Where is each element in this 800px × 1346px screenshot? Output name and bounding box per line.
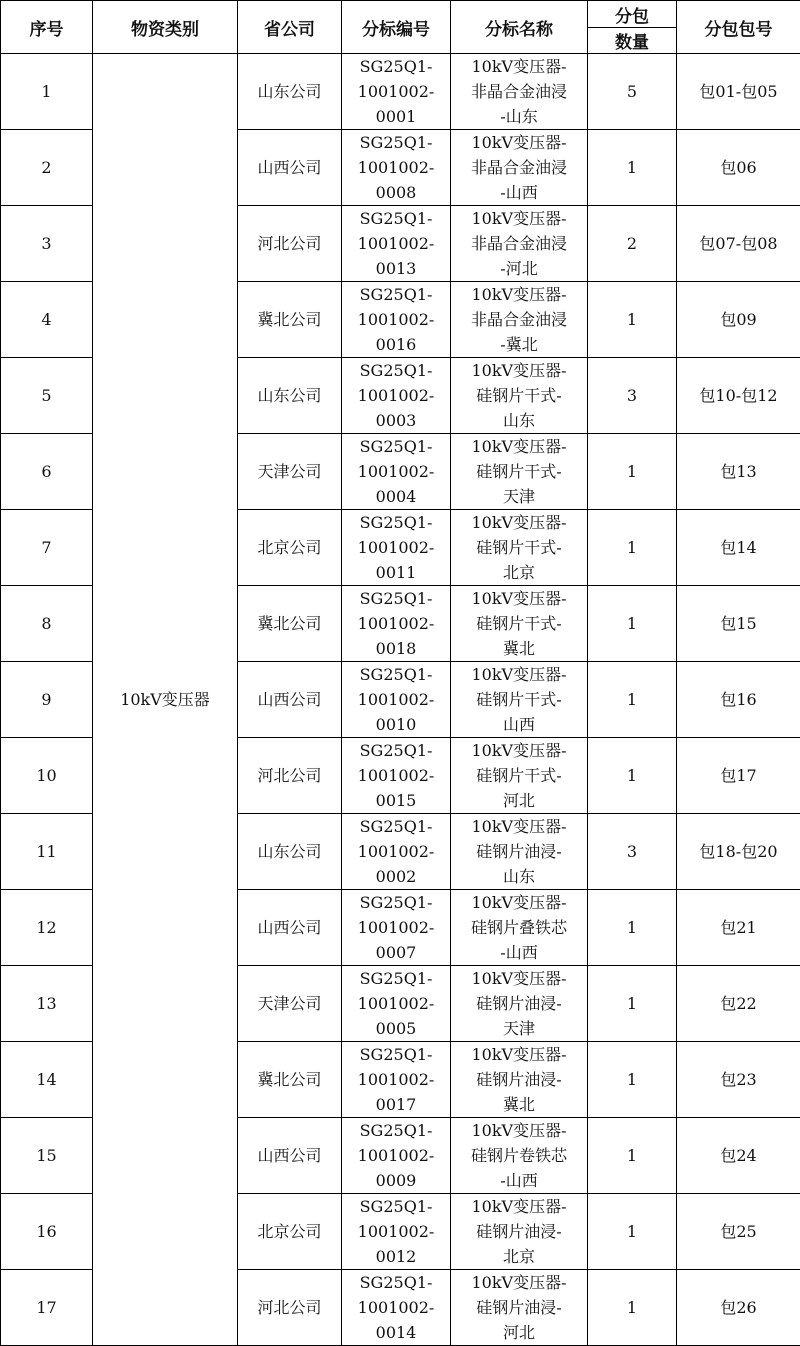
bid-name-line: -河北: [451, 256, 587, 281]
bid-name-line: 硅钢片干式-: [451, 535, 587, 560]
cell-bid-name: [451, 434, 588, 510]
bid-name-line: -山西: [451, 1168, 587, 1193]
cell-bid-code: [342, 890, 451, 966]
bid-code-line: SG25Q1-: [342, 1270, 450, 1295]
cell-bid-name: [451, 358, 588, 434]
bid-name-line: 山东: [451, 408, 587, 433]
bid-name-line: 河北: [451, 1320, 587, 1345]
cell-bid-code: [342, 1194, 451, 1270]
bid-name-line: 河北: [451, 788, 587, 813]
bid-name-line: 10kV变压器-: [451, 1118, 587, 1143]
cell-package-number: 包06: [677, 130, 800, 206]
bid-code-line: 0008: [342, 180, 450, 205]
cell-province: 山东公司: [238, 358, 342, 434]
bid-code-line: 0010: [342, 712, 450, 737]
bid-name-line: 10kV变压器-: [451, 1270, 587, 1295]
cell-seq: 8: [1, 586, 93, 662]
cell-bid-name: [451, 966, 588, 1042]
bid-code-line: SG25Q1-: [342, 510, 450, 535]
cell-province: 河北公司: [238, 206, 342, 282]
bid-name-line: 10kV变压器-: [451, 1194, 587, 1219]
bid-code-line: SG25Q1-: [342, 662, 450, 687]
cell-package-count: 2: [588, 206, 677, 282]
cell-package-count: 1: [588, 586, 677, 662]
bid-name-line: 10kV变压器-: [451, 1042, 587, 1067]
cell-bid-name: [451, 510, 588, 586]
bid-code-line: 1001002-: [342, 307, 450, 332]
cell-bid-name: [451, 814, 588, 890]
cell-province: 冀北公司: [238, 1042, 342, 1118]
cell-province: 北京公司: [238, 1194, 342, 1270]
bid-code-line: 0002: [342, 864, 450, 889]
cell-seq: 1: [1, 54, 93, 130]
cell-category: 10kV变压器: [93, 54, 238, 1346]
header-category: 物资类别: [93, 1, 238, 54]
cell-seq: 15: [1, 1118, 93, 1194]
bid-name-line: 硅钢片油浸-: [451, 1067, 587, 1092]
cell-package-number: 包23: [677, 1042, 800, 1118]
bid-code-line: 0014: [342, 1320, 450, 1345]
cell-package-number: 包13: [677, 434, 800, 510]
bid-code-line: 1001002-: [342, 687, 450, 712]
bid-name-line: 10kV变压器-: [451, 510, 587, 535]
cell-package-count: 1: [588, 130, 677, 206]
cell-package-count: 5: [588, 54, 677, 130]
bid-code-line: 0013: [342, 256, 450, 281]
bid-name-line: 非晶合金油浸: [451, 307, 587, 332]
bid-name-line: 10kV变压器-: [451, 738, 587, 763]
bid-code-line: 1001002-: [342, 1295, 450, 1320]
bid-name-line: 硅钢片油浸-: [451, 991, 587, 1016]
cell-bid-name: [451, 130, 588, 206]
cell-seq: 16: [1, 1194, 93, 1270]
cell-bid-code: [342, 1042, 451, 1118]
bid-name-line: 天津: [451, 484, 587, 509]
bid-code-line: 1001002-: [342, 155, 450, 180]
bid-name-line: 硅钢片油浸-: [451, 839, 587, 864]
bid-code-line: 0017: [342, 1092, 450, 1117]
bid-name-line: 北京: [451, 1244, 587, 1269]
bid-name-line: 硅钢片油浸-: [451, 1219, 587, 1244]
bid-code-line: SG25Q1-: [342, 206, 450, 231]
bid-code-line: 1001002-: [342, 763, 450, 788]
bid-code-line: SG25Q1-: [342, 890, 450, 915]
bid-name-line: 硅钢片叠铁芯: [451, 915, 587, 940]
cell-bid-name: [451, 662, 588, 738]
bid-code-line: 0012: [342, 1244, 450, 1269]
cell-seq: 11: [1, 814, 93, 890]
bid-name-line: 10kV变压器-: [451, 54, 587, 79]
cell-seq: 17: [1, 1270, 93, 1346]
bid-code-line: 1001002-: [342, 915, 450, 940]
cell-bid-name: [451, 54, 588, 130]
cell-bid-name: [451, 282, 588, 358]
bid-code-line: SG25Q1-: [342, 130, 450, 155]
bid-code-line: 1001002-: [342, 1143, 450, 1168]
bid-name-line: 10kV变压器-: [451, 966, 587, 991]
bid-code-line: SG25Q1-: [342, 282, 450, 307]
cell-bid-code: [342, 358, 451, 434]
cell-package-count: 1: [588, 890, 677, 966]
bid-code-line: 1001002-: [342, 79, 450, 104]
bid-name-line: 硅钢片干式-: [451, 611, 587, 636]
cell-seq: 14: [1, 1042, 93, 1118]
cell-package-number: 包18-包20: [677, 814, 800, 890]
bid-code-line: 1001002-: [342, 839, 450, 864]
cell-province: 冀北公司: [238, 586, 342, 662]
bid-code-line: SG25Q1-: [342, 966, 450, 991]
bid-name-line: 硅钢片干式-: [451, 383, 587, 408]
cell-bid-code: [342, 510, 451, 586]
bid-name-line: 硅钢片卷铁芯: [451, 1143, 587, 1168]
bid-name-line: 硅钢片干式-: [451, 687, 587, 712]
bid-name-line: 硅钢片干式-: [451, 763, 587, 788]
bid-code-line: 1001002-: [342, 1219, 450, 1244]
cell-province: 天津公司: [238, 434, 342, 510]
cell-bid-name: [451, 1270, 588, 1346]
cell-package-count: 1: [588, 434, 677, 510]
bid-code-line: SG25Q1-: [342, 814, 450, 839]
header-package-count-line2: 数量: [588, 28, 677, 54]
cell-province: 冀北公司: [238, 282, 342, 358]
bid-code-line: 0015: [342, 788, 450, 813]
bid-name-line: -山西: [451, 940, 587, 965]
cell-seq: 10: [1, 738, 93, 814]
bid-code-line: 0001: [342, 104, 450, 129]
bid-code-line: 0011: [342, 560, 450, 585]
bid-name-line: 10kV变压器-: [451, 282, 587, 307]
cell-bid-code: [342, 662, 451, 738]
bid-name-line: 非晶合金油浸: [451, 231, 587, 256]
cell-seq: 5: [1, 358, 93, 434]
cell-package-count: 1: [588, 966, 677, 1042]
cell-bid-code: [342, 738, 451, 814]
cell-package-count: 1: [588, 282, 677, 358]
cell-province: 山西公司: [238, 662, 342, 738]
cell-package-number: 包22: [677, 966, 800, 1042]
bid-name-line: 10kV变压器-: [451, 890, 587, 915]
bid-name-line: 冀北: [451, 636, 587, 661]
bid-name-line: 硅钢片油浸-: [451, 1295, 587, 1320]
cell-bid-code: [342, 814, 451, 890]
bid-name-line: -山西: [451, 180, 587, 205]
bid-code-line: SG25Q1-: [342, 1118, 450, 1143]
bid-name-line: 10kV变压器-: [451, 662, 587, 687]
cell-province: 河北公司: [238, 738, 342, 814]
bid-code-line: 1001002-: [342, 459, 450, 484]
cell-bid-name: [451, 206, 588, 282]
bid-name-line: 北京: [451, 560, 587, 585]
cell-package-number: 包01-包05: [677, 54, 800, 130]
bid-code-line: 1001002-: [342, 383, 450, 408]
cell-package-number: 包25: [677, 1194, 800, 1270]
cell-bid-code: [342, 1270, 451, 1346]
cell-package-number: 包09: [677, 282, 800, 358]
cell-bid-code: [342, 586, 451, 662]
header-province: 省公司: [238, 1, 342, 54]
header-package-number: 分包包号: [677, 1, 800, 54]
bid-code-line: 0018: [342, 636, 450, 661]
cell-package-number: 包26: [677, 1270, 800, 1346]
cell-seq: 3: [1, 206, 93, 282]
cell-bid-name: [451, 890, 588, 966]
bid-name-line: 非晶合金油浸: [451, 79, 587, 104]
bid-name-line: 非晶合金油浸: [451, 155, 587, 180]
bid-name-line: 10kV变压器-: [451, 206, 587, 231]
cell-bid-code: [342, 130, 451, 206]
bid-name-line: 10kV变压器-: [451, 814, 587, 839]
cell-bid-code: [342, 54, 451, 130]
cell-province: 山西公司: [238, 890, 342, 966]
bid-code-line: 0007: [342, 940, 450, 965]
cell-province: 山东公司: [238, 54, 342, 130]
bid-name-line: -山东: [451, 104, 587, 129]
bid-code-line: 0016: [342, 332, 450, 357]
cell-package-count: 1: [588, 662, 677, 738]
cell-seq: 4: [1, 282, 93, 358]
cell-seq: 12: [1, 890, 93, 966]
cell-package-count: 1: [588, 510, 677, 586]
bid-code-line: SG25Q1-: [342, 738, 450, 763]
bid-code-line: 0004: [342, 484, 450, 509]
cell-bid-name: [451, 738, 588, 814]
bid-name-line: 硅钢片干式-: [451, 459, 587, 484]
bid-code-line: 0003: [342, 408, 450, 433]
cell-bid-name: [451, 1194, 588, 1270]
bid-code-line: SG25Q1-: [342, 54, 450, 79]
cell-province: 河北公司: [238, 1270, 342, 1346]
bid-code-line: SG25Q1-: [342, 358, 450, 383]
cell-seq: 13: [1, 966, 93, 1042]
bid-code-line: 0005: [342, 1016, 450, 1041]
cell-bid-code: [342, 966, 451, 1042]
table-body: [1, 54, 800, 1346]
bid-name-line: 天津: [451, 1016, 587, 1041]
bid-name-line: 10kV变压器-: [451, 358, 587, 383]
cell-package-number: 包07-包08: [677, 206, 800, 282]
bid-name-line: 冀北: [451, 1092, 587, 1117]
cell-seq: 7: [1, 510, 93, 586]
bid-name-line: 山东: [451, 864, 587, 889]
bid-code-line: SG25Q1-: [342, 1194, 450, 1219]
cell-package-count: 3: [588, 814, 677, 890]
cell-province: 山西公司: [238, 1118, 342, 1194]
bid-code-line: SG25Q1-: [342, 586, 450, 611]
cell-package-count: 3: [588, 358, 677, 434]
bid-name-line: 10kV变压器-: [451, 586, 587, 611]
bid-code-line: 1001002-: [342, 611, 450, 636]
bid-code-line: 1001002-: [342, 231, 450, 256]
cell-bid-code: [342, 206, 451, 282]
cell-package-count: 1: [588, 1270, 677, 1346]
header-package-count-line1: 分包: [588, 1, 677, 28]
cell-seq: 9: [1, 662, 93, 738]
cell-seq: 2: [1, 130, 93, 206]
header-row: [1, 1, 800, 28]
header-seq: 序号: [1, 1, 93, 54]
bid-name-line: 10kV变压器-: [451, 434, 587, 459]
cell-package-count: 1: [588, 1118, 677, 1194]
cell-package-number: 包14: [677, 510, 800, 586]
header-bid-name: 分标名称: [451, 1, 588, 54]
cell-province: 山东公司: [238, 814, 342, 890]
cell-province: 天津公司: [238, 966, 342, 1042]
cell-bid-name: [451, 586, 588, 662]
cell-package-count: 1: [588, 1194, 677, 1270]
cell-bid-name: [451, 1118, 588, 1194]
cell-bid-code: [342, 1118, 451, 1194]
cell-package-number: 包17: [677, 738, 800, 814]
cell-province: 山西公司: [238, 130, 342, 206]
header-bid-code: 分标编号: [342, 1, 451, 54]
bid-name-line: 山西: [451, 712, 587, 737]
cell-bid-code: [342, 282, 451, 358]
cell-seq: 6: [1, 434, 93, 510]
bid-code-line: 1001002-: [342, 535, 450, 560]
cell-package-count: 1: [588, 738, 677, 814]
cell-package-number: 包16: [677, 662, 800, 738]
cell-package-number: 包10-包12: [677, 358, 800, 434]
cell-package-number: 包21: [677, 890, 800, 966]
bid-code-line: SG25Q1-: [342, 434, 450, 459]
bid-code-line: 1001002-: [342, 1067, 450, 1092]
cell-package-count: 1: [588, 1042, 677, 1118]
cell-bid-code: [342, 434, 451, 510]
cell-package-number: 包24: [677, 1118, 800, 1194]
cell-package-number: 包15: [677, 586, 800, 662]
bid-name-line: 10kV变压器-: [451, 130, 587, 155]
cell-province: 北京公司: [238, 510, 342, 586]
cell-bid-name: [451, 1042, 588, 1118]
bid-code-line: SG25Q1-: [342, 1042, 450, 1067]
bid-code-line: 1001002-: [342, 991, 450, 1016]
bid-name-line: -冀北: [451, 332, 587, 357]
bid-code-line: 0009: [342, 1168, 450, 1193]
table-row: [1, 54, 800, 130]
